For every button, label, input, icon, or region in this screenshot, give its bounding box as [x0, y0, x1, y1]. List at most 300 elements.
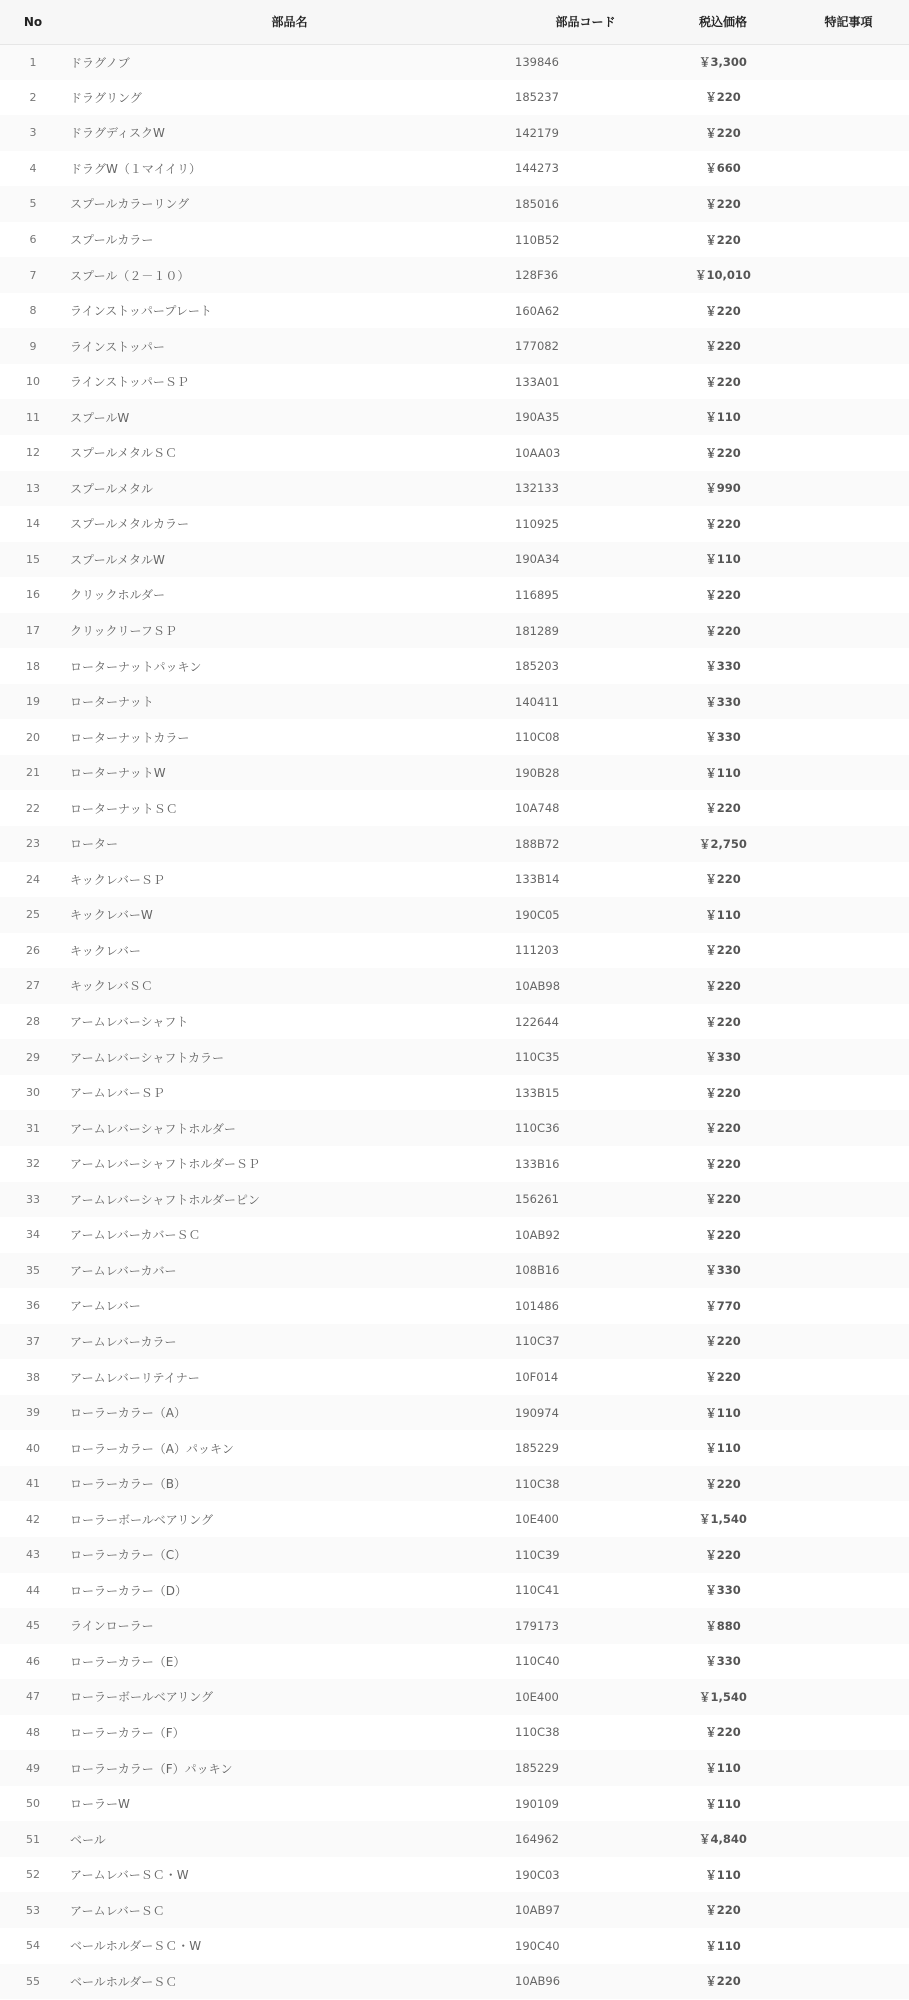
cell-part-name: アームレバー [70, 1299, 141, 1314]
cell-part-code: 185016 [515, 196, 559, 211]
cell-price: ￥330 [705, 1654, 741, 1669]
cell-no: 7 [29, 268, 37, 282]
cell-part-name: スプールカラー [70, 233, 154, 247]
cell-note [788, 1359, 909, 1395]
cell-no: 19 [26, 695, 40, 709]
cell-part-code: 108B16 [515, 1263, 560, 1278]
cell-note [788, 1644, 909, 1680]
table-row [0, 1644, 909, 1680]
cell-note [788, 1146, 909, 1182]
cell-part-name: ローラーカラー（B） [70, 1477, 186, 1492]
cell-price: ￥880 [705, 1618, 741, 1633]
table-row [0, 1928, 909, 1964]
cell-note [788, 577, 909, 613]
table-row [0, 364, 909, 400]
cell-part-code: 110B52 [515, 232, 560, 247]
cell-note [788, 1039, 909, 1075]
cell-price: ￥110 [705, 1867, 741, 1882]
cell-price: ￥220 [705, 339, 741, 354]
table-row [0, 1466, 909, 1502]
cell-price: ￥110 [705, 1761, 741, 1776]
cell-note [788, 151, 909, 187]
cell-note [788, 364, 909, 400]
cell-part-name: アームレバーカバー [70, 1263, 177, 1278]
cell-note [788, 1395, 909, 1431]
cell-part-code: 181289 [515, 623, 559, 638]
cell-no: 45 [26, 1619, 40, 1633]
table-row [0, 613, 909, 649]
table-row [0, 115, 909, 151]
cell-price: ￥770 [705, 1298, 741, 1313]
cell-no: 26 [26, 943, 40, 957]
cell-price: ￥220 [705, 801, 741, 816]
cell-note [788, 1573, 909, 1609]
cell-part-code: 110C08 [515, 730, 560, 745]
cell-part-name: キックレバＳＣ [70, 979, 153, 994]
cell-no: 11 [26, 410, 40, 424]
cell-part-name: アームレバーシャフト [70, 1015, 189, 1030]
table-row [0, 399, 909, 435]
cell-price: ￥220 [705, 125, 741, 140]
cell-price: ￥220 [705, 1903, 741, 1918]
cell-price: ￥220 [705, 1547, 741, 1562]
cell-part-name: キックレバーＳＰ [70, 872, 165, 887]
table-row [0, 1821, 909, 1857]
table-body [0, 44, 909, 1999]
cell-price: ￥3,300 [699, 55, 747, 70]
cell-part-name: ドラグW（１マイイリ） [70, 161, 202, 176]
cell-no: 14 [26, 517, 40, 531]
cell-part-code: 10AB97 [515, 1903, 561, 1918]
cell-part-name: アームレバーシャフトホルダー [70, 1121, 236, 1136]
cell-part-name: アームレバーカバーＳＣ [70, 1228, 201, 1243]
cell-part-code: 110C38 [515, 1476, 560, 1491]
cell-no: 53 [26, 1903, 40, 1917]
cell-no: 10 [26, 375, 40, 389]
cell-no: 18 [26, 659, 40, 673]
cell-note [788, 222, 909, 258]
cell-part-name: アームレバーＳＰ [70, 1086, 165, 1101]
cell-note [788, 826, 909, 862]
cell-note [788, 755, 909, 791]
cell-part-name: アームレバーＳＣ [70, 1903, 165, 1918]
cell-part-code: 139846 [515, 55, 559, 70]
table-row [0, 80, 909, 116]
cell-price: ￥330 [705, 730, 741, 745]
cell-part-name: アームレバーシャフトカラー [70, 1050, 224, 1065]
cell-note [788, 933, 909, 969]
cell-price: ￥110 [705, 552, 741, 567]
table-row [0, 1324, 909, 1360]
cell-part-name: ローター [70, 837, 119, 852]
table-row [0, 577, 909, 613]
cell-note [788, 1786, 909, 1822]
cell-note [788, 719, 909, 755]
cell-note [788, 115, 909, 151]
cell-part-code: 10F014 [515, 1370, 559, 1384]
cell-price: ￥220 [705, 374, 741, 389]
cell-part-name: アームレバーカラー [70, 1334, 177, 1349]
cell-price: ￥220 [705, 1192, 741, 1207]
cell-part-name: ドラグディスクW [70, 126, 165, 141]
cell-note [788, 328, 909, 364]
cell-part-code: 190C40 [515, 1938, 560, 1953]
cell-price: ￥220 [705, 872, 741, 887]
cell-part-name: ローラーカラー（D） [70, 1583, 188, 1598]
cell-part-name: ローラーカラー（F）パッキン [70, 1761, 233, 1776]
cell-no: 16 [26, 588, 40, 602]
table-row [0, 648, 909, 684]
table-row [0, 1146, 909, 1182]
cell-part-name: スプールカラーリング [70, 197, 190, 212]
table-row [0, 897, 909, 933]
cell-part-code: 133A01 [515, 374, 560, 389]
cell-price: ￥110 [705, 1405, 741, 1420]
cell-no: 40 [26, 1441, 40, 1455]
cell-no: 24 [26, 872, 40, 886]
header-no: No [23, 14, 43, 29]
cell-part-code: 177082 [515, 339, 559, 354]
cell-part-code: 190A35 [515, 410, 560, 425]
cell-price: ￥220 [705, 90, 741, 105]
cell-part-name: クリックホルダー [70, 588, 166, 603]
table-row [0, 790, 909, 826]
table-row [0, 719, 909, 755]
cell-no: 52 [26, 1868, 40, 1882]
cell-part-code: 160A62 [515, 303, 560, 318]
cell-part-code: 190974 [515, 1405, 559, 1420]
cell-note [788, 435, 909, 471]
table-row [0, 1715, 909, 1751]
cell-price: ￥110 [705, 1441, 741, 1456]
header-row [0, 0, 909, 44]
cell-price: ￥220 [705, 516, 741, 531]
table-row [0, 1501, 909, 1537]
cell-part-code: 110C36 [515, 1121, 560, 1136]
cell-part-name: ローターナット [70, 695, 154, 710]
cell-price: ￥220 [705, 303, 741, 318]
table-row [0, 1395, 909, 1431]
cell-note [788, 1182, 909, 1218]
cell-note [788, 1004, 909, 1040]
cell-note [788, 1715, 909, 1751]
cell-note [788, 897, 909, 933]
cell-no: 34 [26, 1228, 40, 1242]
cell-price: ￥2,750 [699, 836, 747, 851]
cell-part-name: クリックリーフＳＰ [70, 624, 177, 639]
cell-part-name: スプールメタルW [70, 552, 165, 567]
table-row [0, 471, 909, 507]
table-row [0, 1110, 909, 1146]
cell-no: 3 [29, 126, 37, 140]
cell-part-name: キックレバーW [70, 908, 153, 923]
cell-note [788, 1964, 909, 2000]
cell-no: 44 [26, 1583, 40, 1597]
cell-note [788, 684, 909, 720]
cell-price: ￥220 [705, 1156, 741, 1171]
cell-no: 8 [29, 304, 37, 318]
cell-no: 37 [26, 1334, 40, 1348]
cell-part-name: アームレバーシャフトホルダーピン [70, 1192, 260, 1207]
cell-part-code: 164962 [515, 1832, 559, 1847]
cell-no: 13 [26, 481, 40, 495]
cell-part-code: 185229 [515, 1441, 559, 1456]
cell-price: ￥660 [705, 161, 741, 176]
cell-part-name: スプール（２－１０） [70, 268, 190, 283]
cell-part-code: 10E400 [515, 1689, 559, 1704]
cell-price: ￥220 [705, 1121, 741, 1136]
cell-note [788, 506, 909, 542]
cell-part-name: スプールメタルカラー [70, 517, 190, 532]
cell-no: 42 [26, 1512, 40, 1526]
cell-note [788, 1608, 909, 1644]
cell-part-name: ラインストッパー [70, 339, 165, 354]
cell-part-name: ローラーボールベアリング [70, 1690, 214, 1705]
cell-no: 36 [26, 1299, 40, 1313]
cell-part-code: 110C35 [515, 1050, 560, 1065]
table-row [0, 151, 909, 187]
cell-no: 2 [29, 90, 37, 104]
cell-note [788, 862, 909, 898]
table-row [0, 1892, 909, 1928]
cell-part-code: 122644 [515, 1014, 559, 1029]
cell-part-name: ローターナットカラー [70, 730, 190, 745]
cell-part-code: 110C39 [515, 1547, 560, 1562]
cell-part-name: キックレバー [70, 943, 141, 958]
cell-part-code: 140411 [515, 694, 559, 709]
table-row [0, 435, 909, 471]
header-price: 税込価格 [698, 15, 747, 30]
cell-part-name: ローターナットパッキン [70, 659, 202, 674]
cell-part-code: 128F36 [515, 268, 559, 283]
cell-part-code: 133B15 [515, 1085, 560, 1100]
cell-part-code: 132133 [515, 481, 559, 496]
table-row [0, 222, 909, 258]
table-row [0, 1679, 909, 1715]
cell-part-code: 10AB92 [515, 1227, 561, 1242]
cell-price: ￥220 [705, 623, 741, 638]
header-part-code: 部品コード [555, 15, 616, 30]
cell-no: 32 [26, 1157, 40, 1171]
cell-part-code: 10AB98 [515, 978, 561, 993]
cell-note [788, 293, 909, 329]
cell-part-name: ローターナットW [70, 766, 166, 781]
cell-no: 28 [26, 1015, 40, 1029]
table-row [0, 328, 909, 364]
cell-note [788, 648, 909, 684]
cell-no: 9 [29, 339, 37, 353]
cell-part-code: 10AB96 [515, 1974, 561, 1989]
table-row [0, 186, 909, 222]
table-row [0, 1430, 909, 1466]
cell-no: 12 [26, 446, 40, 460]
cell-note [788, 1857, 909, 1893]
header-part-name: 部品名 [271, 15, 308, 30]
cell-price: ￥220 [705, 1476, 741, 1491]
cell-price: ￥220 [705, 1085, 741, 1100]
cell-note [788, 1892, 909, 1928]
cell-note [788, 1928, 909, 1964]
cell-note [788, 1821, 909, 1857]
cell-note [788, 1217, 909, 1253]
cell-note [788, 471, 909, 507]
cell-no: 51 [26, 1832, 40, 1846]
cell-part-name: スプールメタル [70, 481, 154, 496]
cell-part-name: スプールメタルＳＣ [70, 446, 178, 461]
cell-no: 31 [26, 1121, 40, 1135]
table-row [0, 933, 909, 969]
cell-part-code: 185203 [515, 659, 559, 674]
table-row [0, 1608, 909, 1644]
cell-part-name: ローターナットＳＣ [70, 801, 178, 816]
cell-part-code: 142179 [515, 125, 559, 140]
cell-price: ￥220 [705, 196, 741, 211]
cell-part-name: ローラーW [70, 1797, 130, 1812]
table-header [0, 0, 909, 44]
header-note: 特記事項 [824, 15, 873, 30]
table-row [0, 293, 909, 329]
cell-part-name: ベール [70, 1832, 106, 1847]
cell-no: 21 [26, 766, 40, 780]
cell-no: 35 [26, 1263, 40, 1277]
cell-part-code: 10E400 [515, 1512, 559, 1527]
cell-part-name: ラインストッパープレート [70, 304, 212, 319]
cell-part-name: ローラーボールベアリング [70, 1512, 214, 1527]
cell-price: ￥110 [705, 1938, 741, 1953]
cell-part-code: 101486 [515, 1298, 559, 1313]
cell-part-code: 133B16 [515, 1156, 560, 1171]
cell-price: ￥220 [705, 1725, 741, 1740]
cell-price: ￥220 [705, 1370, 741, 1384]
table-row [0, 1075, 909, 1111]
cell-no: 30 [26, 1086, 40, 1100]
cell-no: 17 [26, 624, 40, 638]
cell-part-name: ドラグノブ [70, 55, 130, 70]
cell-no: 50 [26, 1797, 40, 1811]
cell-part-code: 110C41 [515, 1583, 560, 1598]
cell-part-name: ローラーカラー（C） [70, 1548, 187, 1563]
cell-part-code: 116895 [515, 587, 559, 602]
cell-part-name: ローラーカラー（A） [70, 1406, 186, 1421]
table-row [0, 1288, 909, 1324]
table-row [0, 1217, 909, 1253]
cell-no: 20 [26, 730, 40, 744]
cell-price: ￥220 [705, 1014, 741, 1029]
cell-note [788, 1430, 909, 1466]
table-row [0, 257, 909, 293]
cell-price: ￥220 [705, 587, 741, 602]
cell-price: ￥220 [705, 943, 741, 958]
cell-no: 5 [29, 197, 37, 211]
cell-part-code: 144273 [515, 161, 559, 176]
cell-part-code: 190B28 [515, 765, 560, 780]
cell-price: ￥4,840 [699, 1832, 747, 1847]
cell-part-code: 185237 [515, 90, 559, 105]
cell-price: ￥220 [705, 445, 741, 460]
cell-price: ￥110 [705, 410, 741, 425]
cell-part-code: 110C37 [515, 1334, 560, 1349]
cell-part-name: アームレバーシャフトホルダーＳＰ [70, 1157, 260, 1172]
cell-part-code: 185229 [515, 1761, 559, 1776]
cell-no: 27 [26, 979, 40, 993]
cell-price: ￥330 [705, 1263, 741, 1278]
table-row [0, 1786, 909, 1822]
cell-note [788, 1501, 909, 1537]
cell-price: ￥110 [705, 765, 741, 780]
cell-price: ￥330 [705, 1050, 741, 1065]
table-row [0, 1537, 909, 1573]
cell-part-name: ドラグリング [70, 90, 142, 105]
cell-part-code: 10A748 [515, 801, 560, 816]
cell-part-code: 133B14 [515, 872, 560, 887]
cell-price: ￥220 [705, 1334, 741, 1349]
cell-part-code: 188B72 [515, 836, 560, 851]
cell-part-name: ベールホルダーＳＣ・W [70, 1939, 202, 1954]
cell-note [788, 1750, 909, 1786]
cell-part-name: アームレバーＳＣ・W [70, 1868, 189, 1883]
cell-price: ￥10,010 [695, 268, 751, 283]
cell-note [788, 542, 909, 578]
cell-no: 25 [26, 908, 40, 922]
cell-part-name: ラインストッパーＳＰ [70, 375, 189, 390]
cell-part-code: 156261 [515, 1192, 559, 1207]
cell-no: 33 [26, 1192, 40, 1206]
table-row [0, 968, 909, 1004]
cell-part-name: ローラーカラー（F） [70, 1725, 185, 1740]
table-row [0, 1573, 909, 1609]
cell-no: 15 [26, 552, 40, 566]
cell-note [788, 968, 909, 1004]
cell-note [788, 790, 909, 826]
cell-no: 54 [26, 1939, 40, 1953]
cell-part-code: 190C05 [515, 907, 560, 922]
cell-no: 43 [26, 1548, 40, 1562]
cell-note [788, 80, 909, 116]
cell-note [788, 1110, 909, 1146]
cell-part-name: ローラーカラー（E） [70, 1654, 186, 1669]
cell-note [788, 1253, 909, 1289]
table-row [0, 44, 909, 80]
cell-no: 29 [26, 1050, 40, 1064]
cell-part-name: ラインローラー [70, 1619, 154, 1634]
cell-no: 47 [26, 1690, 40, 1704]
cell-no: 38 [26, 1370, 40, 1384]
cell-note [788, 1537, 909, 1573]
cell-no: 49 [26, 1761, 40, 1775]
cell-note [788, 186, 909, 222]
table-row [0, 542, 909, 578]
cell-no: 46 [26, 1654, 40, 1668]
cell-no: 55 [26, 1974, 40, 1988]
cell-price: ￥1,540 [699, 1512, 747, 1527]
table-row [0, 684, 909, 720]
table-row [0, 1004, 909, 1040]
cell-note [788, 613, 909, 649]
cell-part-name: アームレバーリテイナー [70, 1370, 200, 1385]
cell-note [788, 257, 909, 293]
cell-no: 4 [29, 161, 37, 175]
cell-note [788, 1679, 909, 1715]
table-row [0, 506, 909, 542]
cell-price: ￥220 [705, 1974, 741, 1989]
cell-no: 39 [26, 1406, 40, 1420]
cell-note [788, 399, 909, 435]
table-row [0, 1253, 909, 1289]
table-row [0, 826, 909, 862]
cell-price: ￥220 [705, 1227, 741, 1242]
cell-no: 23 [26, 837, 40, 851]
table-row [0, 1750, 909, 1786]
